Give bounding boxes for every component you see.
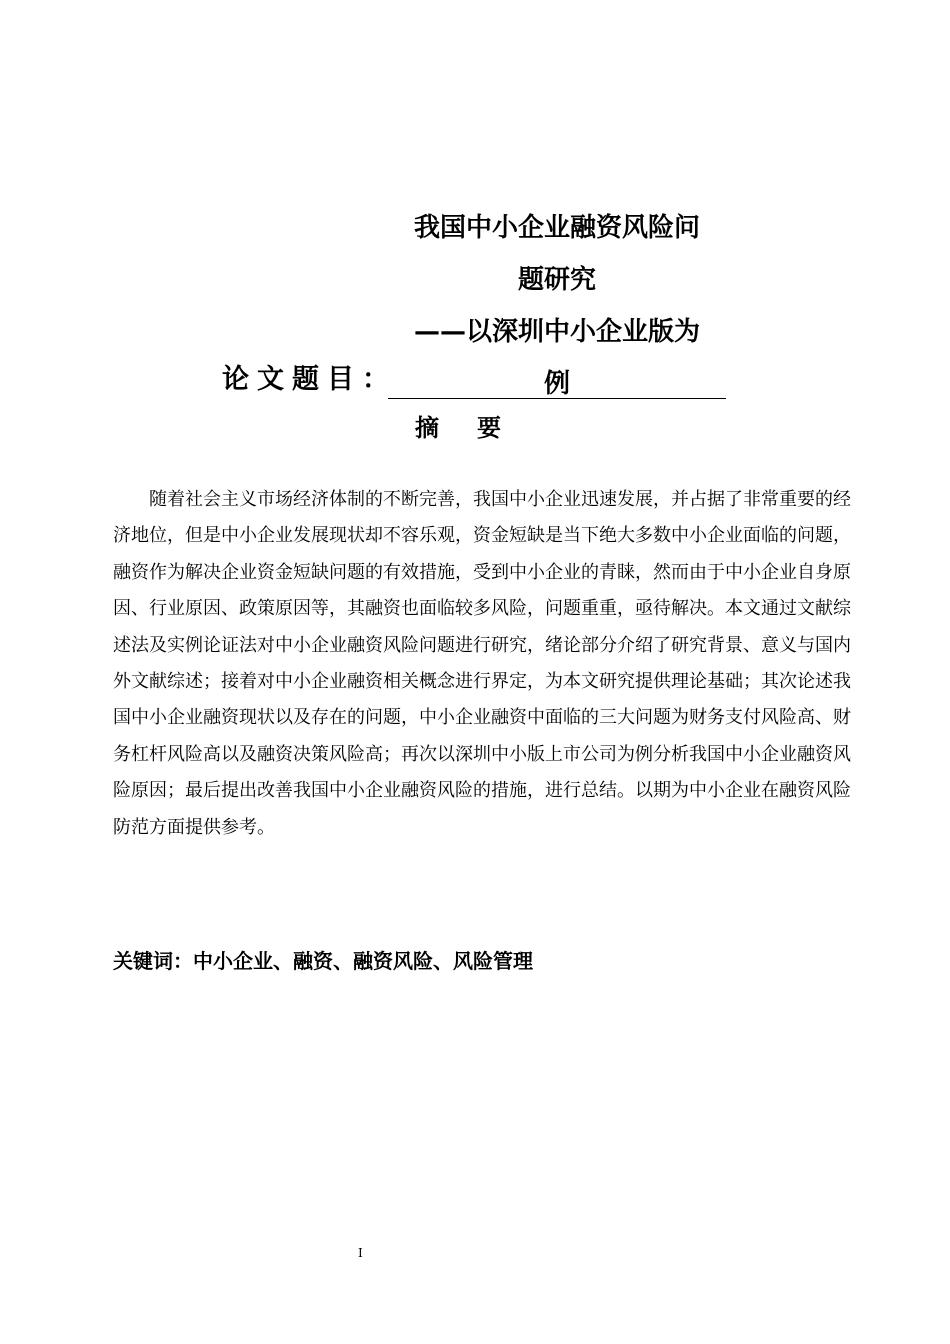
thesis-title-line-4: 例: [543, 369, 570, 399]
thesis-title-line-2: 题研究: [517, 265, 596, 295]
thesis-title-line-1: 我国中小企业融资风险问: [413, 213, 700, 243]
thesis-title: [388, 202, 726, 410]
page-number: I: [358, 1246, 363, 1260]
thesis-title-line-3: ——以深圳中小企业版为: [413, 317, 700, 347]
abstract-heading: 摘要: [415, 414, 539, 442]
thesis-title-label: 论文题目：: [222, 364, 397, 395]
abstract-body: 随着社会主义市场经济体制的不断完善，我国中小企业迅速发展，并占据了非常重要的经济地位，但是中小企业发展现状却不容乐观，资金短缺是当下绝大多数中小企业面临的问题，融资作为解决企业资金短缺问题的有效措施，受到中小企业的青睐，然而由于中小企业自身原因、行业原因、政策原因等，其融资也面临较多风险，问题重重，亟待解决。本文通过文献综述法及实例论证法对中小企业融资风险问题进行研究，绪论部分介绍了研究背景、意义与国内外文献综述；接着对中小企业融资相关概念进行界定，为本文研究提供理论基础；其次论述我国中小企业融资现状以及存在的问题，中小企业融资中面临的三大问题为财务支付风险高、财务杠杆风险高以及融资决策风险高；再次以深圳中小版上市公司为例分析我国中小企业融资风险原因；最后提出改善我国中小企业融资风险的措施，进行总结。以期为中小企业在融资风险防范方面提供参考。: [113, 489, 851, 838]
keywords: 关键词：中小企业、融资、融资风险、风险管理: [113, 949, 533, 973]
title-underline: [388, 398, 726, 399]
